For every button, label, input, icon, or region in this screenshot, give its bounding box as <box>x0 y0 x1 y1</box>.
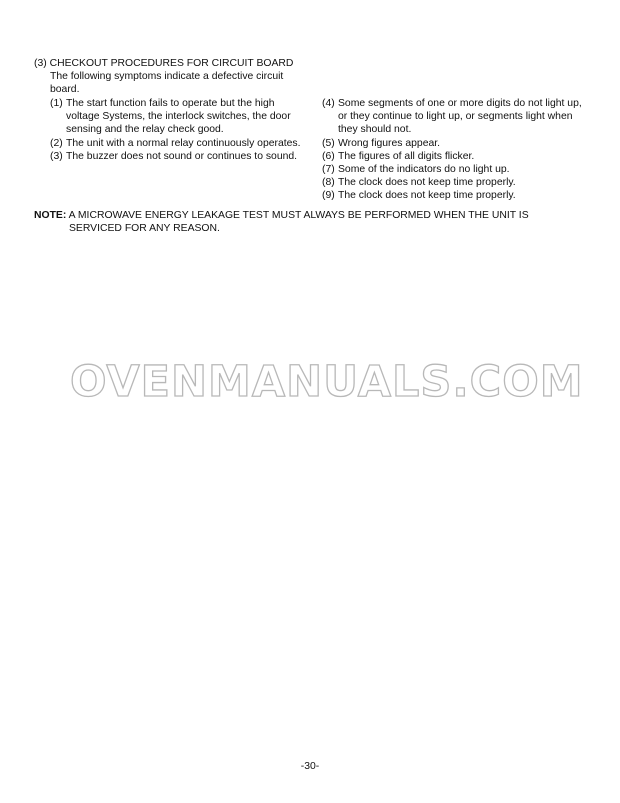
symptom-item <box>50 137 302 150</box>
symptom-number: (7) <box>322 164 335 176</box>
symptom-text: Some of the indicators do no light up. <box>338 164 510 176</box>
note-label: NOTE: <box>34 210 67 221</box>
note-line-1 <box>34 209 554 222</box>
symptom-text: The buzzer does not sound or continues to sound. <box>66 150 298 162</box>
symptom-number: (5) <box>322 137 335 149</box>
note-text: A MICROWAVE ENERGY LEAKAGE TEST MUST ALWAYS BE PERFORMED WHEN THE UNIT IS <box>68 210 529 221</box>
symptom-item <box>50 97 302 137</box>
symptom-number: (2) <box>50 137 63 149</box>
symptom-text: Wrong figures appear. <box>338 137 441 149</box>
note-line-2: SERVICED FOR ANY REASON. <box>69 223 220 235</box>
symptom-list-left <box>50 97 302 163</box>
symptom-item <box>50 150 302 163</box>
symptom-text: The unit with a normal relay continuously operates. <box>66 137 301 149</box>
symptom-text: The figures of all digits flicker. <box>338 150 475 162</box>
symptom-item <box>322 137 592 150</box>
symptom-text: The clock does not keep time properly. <box>338 177 516 189</box>
symptom-item <box>322 189 592 202</box>
symptom-list-right <box>322 97 592 203</box>
symptom-number: (4) <box>322 98 335 109</box>
symptom-number: (8) <box>322 177 335 189</box>
section-intro: The following symptoms indicate a defective circuit board. <box>50 71 284 96</box>
safety-note <box>34 209 554 235</box>
symptom-text: The clock does not keep time properly. <box>338 190 516 202</box>
section-heading: (3) CHECKOUT PROCEDURES FOR CIRCUIT BOARD <box>34 58 294 69</box>
symptom-number: (6) <box>322 150 335 162</box>
symptom-item <box>322 163 592 176</box>
watermark: OVENMANUALS.COM <box>70 357 584 407</box>
symptom-text: Some segments of one or more digits do not light up, or they continue to light up, or segments light when they should not. <box>338 98 582 136</box>
symptom-item <box>322 150 592 163</box>
symptom-number: (3) <box>50 150 63 162</box>
symptom-number: (9) <box>322 190 335 202</box>
page-number: -30- <box>300 761 320 772</box>
symptom-number: (1) <box>50 98 63 109</box>
symptom-item <box>322 176 592 189</box>
symptom-item <box>322 97 592 137</box>
symptom-text: The start function fails to operate but the high voltage Systems, the interlock switches, the door sensing and the relay check good. <box>66 98 291 136</box>
